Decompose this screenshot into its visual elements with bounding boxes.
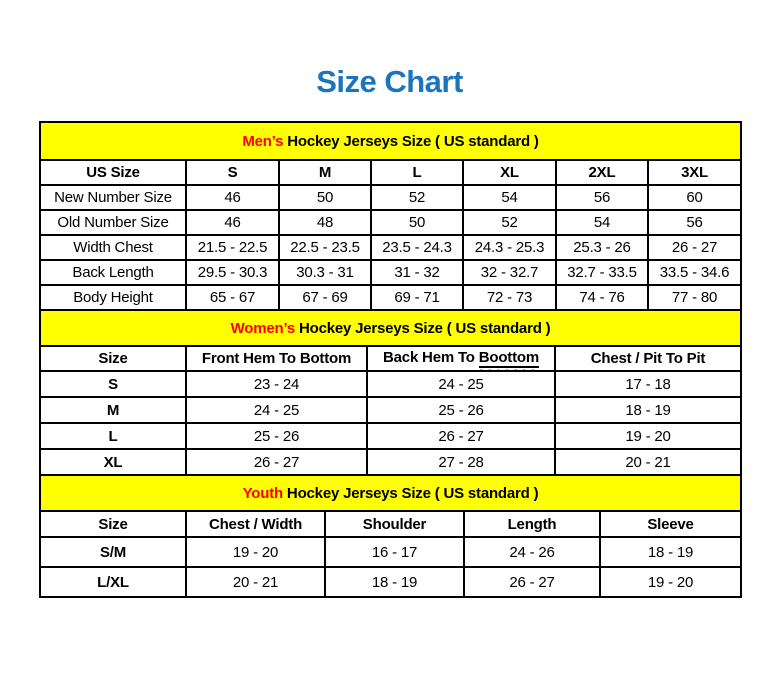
data-cell: 26 - 27 [186,449,367,475]
header-cell: Shoulder [325,511,464,537]
header-cell: Length [464,511,600,537]
table-heading-row [40,122,741,160]
table-row [40,567,741,597]
data-cell: 18 - 19 [600,537,741,567]
data-cell: 19 - 20 [555,423,741,449]
header-row [40,160,741,185]
data-cell: 18 - 19 [555,397,741,423]
table-heading-row [40,310,741,346]
size-tables [39,121,740,598]
data-cell: 32 - 32.7 [463,260,556,285]
header-cell: Size [40,346,186,371]
data-cell: 19 - 20 [186,537,325,567]
data-cell: 17 - 18 [555,371,741,397]
data-cell: 72 - 73 [463,285,556,310]
header-cell: S [186,160,279,185]
data-cell: 29.5 - 30.3 [186,260,279,285]
header-cell: 2XL [556,160,648,185]
table-row [40,397,741,423]
youth-table-heading [40,475,741,511]
data-cell: 25 - 26 [367,397,555,423]
header-cell: XL [463,160,556,185]
data-cell: 50 [279,185,371,210]
row-label-cell: L/XL [40,567,186,597]
data-cell: 69 - 71 [371,285,463,310]
row-label-cell: Width Chest [40,235,186,260]
row-label-cell: L [40,423,186,449]
data-cell: 77 - 80 [648,285,741,310]
row-label-cell: Body Height [40,285,186,310]
heading-text: Hockey Jerseys Size ( US standard ) [295,319,551,337]
table-row [40,423,741,449]
header-cell: Sleeve [600,511,741,537]
data-cell: 54 [556,210,648,235]
header-cell: US Size [40,160,186,185]
table-row [40,260,741,285]
data-cell: 60 [648,185,741,210]
data-cell: 50 [371,210,463,235]
heading-highlight: Women’s [230,319,296,337]
data-cell: 33.5 - 34.6 [648,260,741,285]
header-cell [367,346,555,371]
data-cell: 27 - 28 [367,449,555,475]
heading-text: Hockey Jerseys Size ( US standard ) [283,132,539,150]
row-label-cell: New Number Size [40,185,186,210]
header-cell: Chest / Width [186,511,325,537]
row-label-cell: S [40,371,186,397]
data-cell: 26 - 27 [648,235,741,260]
youth-size-table [39,474,742,598]
header-row [40,346,741,371]
data-cell: 24 - 25 [367,371,555,397]
table-row [40,537,741,567]
data-cell: 20 - 21 [555,449,741,475]
data-cell: 22.5 - 23.5 [279,235,371,260]
heading-highlight: Youth [242,484,283,502]
data-cell: 67 - 69 [279,285,371,310]
table-row [40,185,741,210]
row-label-cell: Back Length [40,260,186,285]
data-cell: 74 - 76 [556,285,648,310]
data-cell: 46 [186,185,279,210]
data-cell: 24.3 - 25.3 [463,235,556,260]
data-cell: 19 - 20 [600,567,741,597]
mens-table-heading [40,122,741,160]
header-row [40,511,741,537]
data-cell: 65 - 67 [186,285,279,310]
data-cell: 18 - 19 [325,567,464,597]
womens-size-table [39,309,742,476]
womens-table-heading [40,310,741,346]
data-cell: 26 - 27 [464,567,600,597]
header-cell: 3XL [648,160,741,185]
data-cell: 32.7 - 33.5 [556,260,648,285]
data-cell: 25.3 - 26 [556,235,648,260]
data-cell: 26 - 27 [367,423,555,449]
data-cell: 23.5 - 24.3 [371,235,463,260]
row-label-cell: M [40,397,186,423]
table-row [40,210,741,235]
data-cell: 30.3 - 31 [279,260,371,285]
header-cell: L [371,160,463,185]
misspelled-word-text: Boottom [478,348,539,366]
heading-text: Hockey Jerseys Size ( US standard ) [282,484,539,502]
mens-size-table [39,121,742,311]
data-cell: 23 - 24 [186,371,367,397]
data-cell: 56 [648,210,741,235]
data-cell: 31 - 32 [371,260,463,285]
table-heading-row [40,475,741,511]
row-label-cell: S/M [40,537,186,567]
data-cell: 48 [279,210,371,235]
data-cell: 24 - 26 [464,537,600,567]
data-cell: 24 - 25 [186,397,367,423]
table-row [40,449,741,475]
row-label-cell: Old Number Size [40,210,186,235]
row-label-cell: XL [40,449,186,475]
data-cell: 20 - 21 [186,567,325,597]
header-cell: Chest / Pit To Pit [555,346,741,371]
header-cell: Size [40,511,186,537]
data-cell: 54 [463,185,556,210]
header-text: Back Hem To [383,348,479,366]
page-title: Size Chart [316,64,463,99]
table-row [40,371,741,397]
data-cell: 52 [463,210,556,235]
header-cell: M [279,160,371,185]
data-cell: 46 [186,210,279,235]
data-cell: 25 - 26 [186,423,367,449]
data-cell: 16 - 17 [325,537,464,567]
misspelled-word [479,350,539,369]
data-cell: 21.5 - 22.5 [186,235,279,260]
header-cell: Front Hem To Bottom [186,346,367,371]
heading-highlight: Men’s [242,132,284,150]
table-row [40,235,741,260]
table-row [40,285,741,310]
data-cell: 56 [556,185,648,210]
data-cell: 52 [371,185,463,210]
